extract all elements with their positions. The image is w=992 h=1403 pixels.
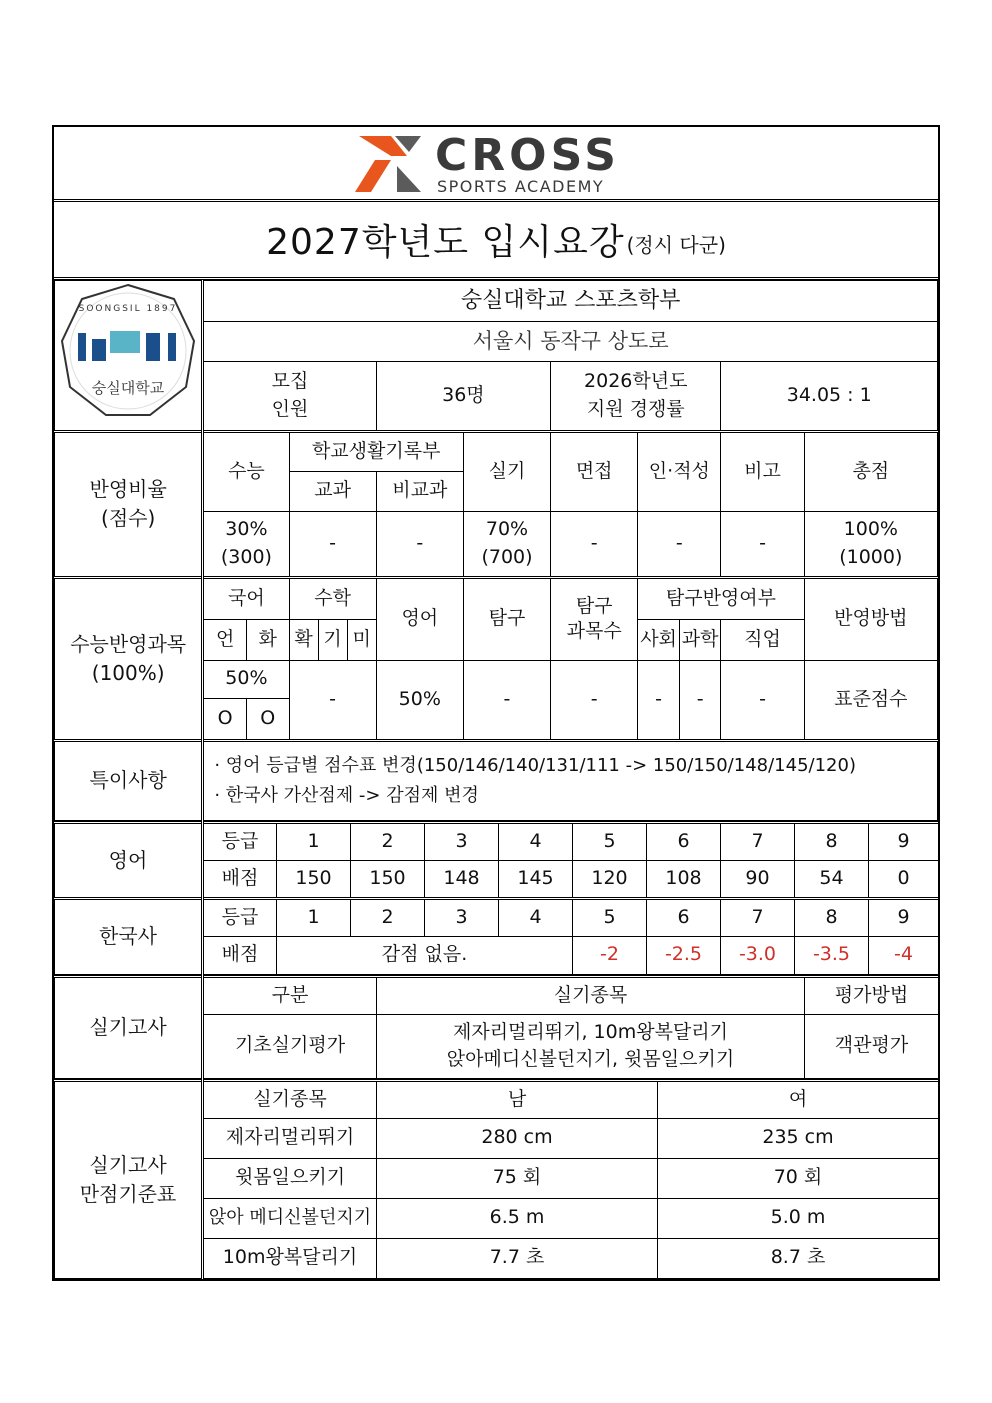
ratio-v-interview: - — [551, 511, 638, 577]
practical-category: 기초실기평가 — [203, 1014, 377, 1078]
fullscore-female: 70 회 — [658, 1158, 939, 1198]
history-score: -3.0 — [721, 936, 795, 974]
history-grade: 9 — [869, 898, 939, 936]
csat-v-math: - — [289, 660, 376, 740]
history-no-deduction: 감점 없음. — [277, 936, 573, 974]
english-score: 148 — [425, 860, 499, 898]
ratio-h-interview: 면접 — [551, 431, 638, 511]
practical-events: 제자리멀리뛰기, 10m왕복달리기 앉아메디신볼던지기, 윗몸일으키기 — [377, 1014, 805, 1078]
history-score: -4 — [869, 936, 939, 974]
csat-v-english: 50% — [376, 660, 463, 740]
ratio-v-total: 100% (1000) — [804, 511, 937, 577]
history-score-label: 배점 — [203, 936, 277, 974]
fullscore-h-female: 여 — [658, 1080, 939, 1118]
notes-label: 특이사항 — [55, 740, 203, 820]
english-grade: 8 — [795, 822, 869, 860]
english-score: 150 — [277, 860, 351, 898]
info-table — [54, 280, 938, 821]
english-score: 90 — [721, 860, 795, 898]
csat-sub-m2: 기 — [319, 620, 348, 660]
csat-h-english: 영어 — [376, 577, 463, 660]
english-score: 0 — [869, 860, 939, 898]
recruit-label: 모집 인원 — [203, 362, 376, 431]
english-grade: 9 — [869, 822, 939, 860]
csat-sub-vocational: 직업 — [721, 619, 804, 660]
english-label: 영어 — [55, 822, 203, 898]
practical-h-category: 구분 — [203, 976, 377, 1014]
fullscore-label: 실기고사 만점기준표 — [55, 1080, 203, 1278]
ratio-h-practical: 실기 — [463, 431, 550, 511]
fullscore-h-male: 남 — [377, 1080, 658, 1118]
ratio-h-etc: 비고 — [721, 431, 804, 511]
ratio-v-aptitude: - — [638, 511, 721, 577]
english-grade: 7 — [721, 822, 795, 860]
practical-h-method: 평가방법 — [805, 976, 939, 1014]
fullscore-event: 제자리멀리뛰기 — [203, 1118, 377, 1158]
ratio-v-subject: - — [289, 511, 376, 577]
ratio-v-practical: 70% (700) — [463, 511, 550, 577]
practical-label: 실기고사 — [55, 976, 203, 1078]
csat-v-k1: O — [204, 699, 247, 739]
csat-v-science: - — [696, 687, 704, 710]
csat-v-inquiry-sub — [638, 661, 720, 739]
fullscore-male: 6.5 m — [377, 1198, 658, 1238]
history-grade-label: 등급 — [203, 898, 277, 936]
csat-h-inquiry: 탐구 — [463, 577, 550, 660]
competition-value: 34.05 : 1 — [721, 362, 938, 431]
history-grade: 2 — [351, 898, 425, 936]
history-grade: 8 — [795, 898, 869, 936]
csat-sub-science: 과학 — [681, 627, 719, 650]
csat-h-korean: 국어 — [203, 577, 289, 619]
university-address: 서울시 동작구 상도로 — [203, 321, 938, 362]
title-block — [54, 202, 938, 280]
ratio-h-record: 학교생활기록부 — [289, 431, 463, 471]
fullscore-male: 7.7 초 — [377, 1238, 658, 1278]
csat-h-math: 수학 — [289, 577, 376, 619]
english-score: 54 — [795, 860, 869, 898]
english-grade: 3 — [425, 822, 499, 860]
practical-method: 객관평가 — [805, 1014, 939, 1078]
history-label: 한국사 — [55, 898, 203, 974]
csat-h-inquiry-reflect: 탐구반영여부 — [638, 577, 804, 619]
cross-logo — [351, 130, 641, 196]
page-title: 2027학년도 입시요강 — [266, 222, 625, 263]
csat-inquiry-sub — [638, 620, 720, 660]
history-grade: 1 — [277, 898, 351, 936]
fullscore-event: 앉아 메디신볼던지기 — [203, 1198, 377, 1238]
csat-v-korean: 50% — [203, 660, 289, 698]
fullscore-h-event: 실기종목 — [203, 1080, 377, 1118]
history-grade: 3 — [425, 898, 499, 936]
english-score: 145 — [499, 860, 573, 898]
fullscore-event: 윗몸일으키기 — [203, 1158, 377, 1198]
history-score: -2 — [573, 936, 647, 974]
ratio-label: 반영비율 (점수) — [55, 431, 203, 577]
seal-text: SOONGSIL 1897 — [78, 304, 178, 314]
csat-sub-social: 사회 — [638, 620, 680, 660]
csat-sub-m1: 확 — [290, 620, 319, 660]
ratio-h-nonsubject: 비교과 — [376, 471, 463, 511]
practical-h-events: 실기종목 — [377, 976, 805, 1014]
csat-h-method: 반영방법 — [804, 577, 937, 660]
school-seal — [58, 281, 198, 421]
grade-table — [54, 821, 939, 975]
history-grade: 6 — [647, 898, 721, 936]
fullscore-male: 280 cm — [377, 1118, 658, 1158]
fullscore-female: 235 cm — [658, 1118, 939, 1158]
fullscore-table — [54, 1079, 939, 1279]
notes-body — [203, 740, 938, 820]
csat-korean-checks — [204, 699, 288, 739]
csat-sub-k2: 화 — [258, 627, 277, 650]
csat-v-k2: O — [260, 706, 276, 729]
fullscore-event: 10m왕복달리기 — [203, 1238, 377, 1278]
ratio-v-etc: - — [721, 511, 804, 577]
ratio-v-nonsubject: - — [376, 511, 463, 577]
history-grade: 4 — [499, 898, 573, 936]
history-grade: 7 — [721, 898, 795, 936]
csat-math-sub — [290, 620, 376, 660]
history-grade: 5 — [573, 898, 647, 936]
brand-tagline: SPORTS ACADEMY — [437, 177, 605, 196]
csat-v-social: - — [638, 661, 680, 739]
csat-korean-sub — [204, 620, 288, 660]
english-score: 108 — [647, 860, 721, 898]
admission-sheet — [52, 125, 940, 1281]
fullscore-female: 8.7 초 — [658, 1238, 939, 1278]
ratio-h-suneung: 수능 — [203, 431, 289, 511]
english-grade: 5 — [573, 822, 647, 860]
ratio-h-subject: 교과 — [289, 471, 376, 511]
competition-label: 2026학년도 지원 경쟁률 — [551, 362, 721, 431]
english-grade: 2 — [351, 822, 425, 860]
school-logo-cell — [55, 281, 203, 432]
english-grade-label: 등급 — [203, 822, 277, 860]
history-score: -2.5 — [647, 936, 721, 974]
csat-v-vocational: - — [721, 660, 804, 740]
english-grade: 6 — [647, 822, 721, 860]
english-score: 150 — [351, 860, 425, 898]
csat-v-inquiry: - — [463, 660, 550, 740]
csat-h-inquiry-count: 탐구 과목수 — [551, 577, 638, 660]
university-name: 숭실대학교 스포츠학부 — [203, 281, 938, 322]
english-score-label: 배점 — [203, 860, 277, 898]
practical-table — [54, 975, 939, 1079]
fullscore-female: 5.0 m — [658, 1198, 939, 1238]
ratio-h-total: 총점 — [804, 431, 937, 511]
csat-sub-m3: 미 — [352, 627, 371, 650]
note-item: · 영어 등급별 점수표 변경(150/146/140/131/111 -> 150/150/148/145/120) — [214, 754, 856, 776]
brand-name: CROSS — [435, 130, 620, 181]
csat-sub-k1: 언 — [204, 620, 247, 660]
recruit-value: 36명 — [376, 362, 550, 431]
ratio-h-aptitude: 인·적성 — [638, 431, 721, 511]
english-grade: 1 — [277, 822, 351, 860]
csat-v-method: 표준점수 — [804, 660, 937, 740]
csat-label: 수능반영과목 (100%) — [55, 577, 203, 740]
fullscore-male: 75 회 — [377, 1158, 658, 1198]
page-subtitle: (정시 다군) — [626, 233, 726, 257]
english-score: 120 — [573, 860, 647, 898]
note-item: · 한국사 가산점제 -> 감점제 변경 — [214, 784, 479, 806]
seal-name: 숭실대학교 — [91, 379, 165, 397]
csat-v-inquiry-count: - — [551, 660, 638, 740]
history-score: -3.5 — [795, 936, 869, 974]
english-grade: 4 — [499, 822, 573, 860]
ratio-v-suneung: 30% (300) — [203, 511, 289, 577]
brand-header — [54, 127, 938, 202]
